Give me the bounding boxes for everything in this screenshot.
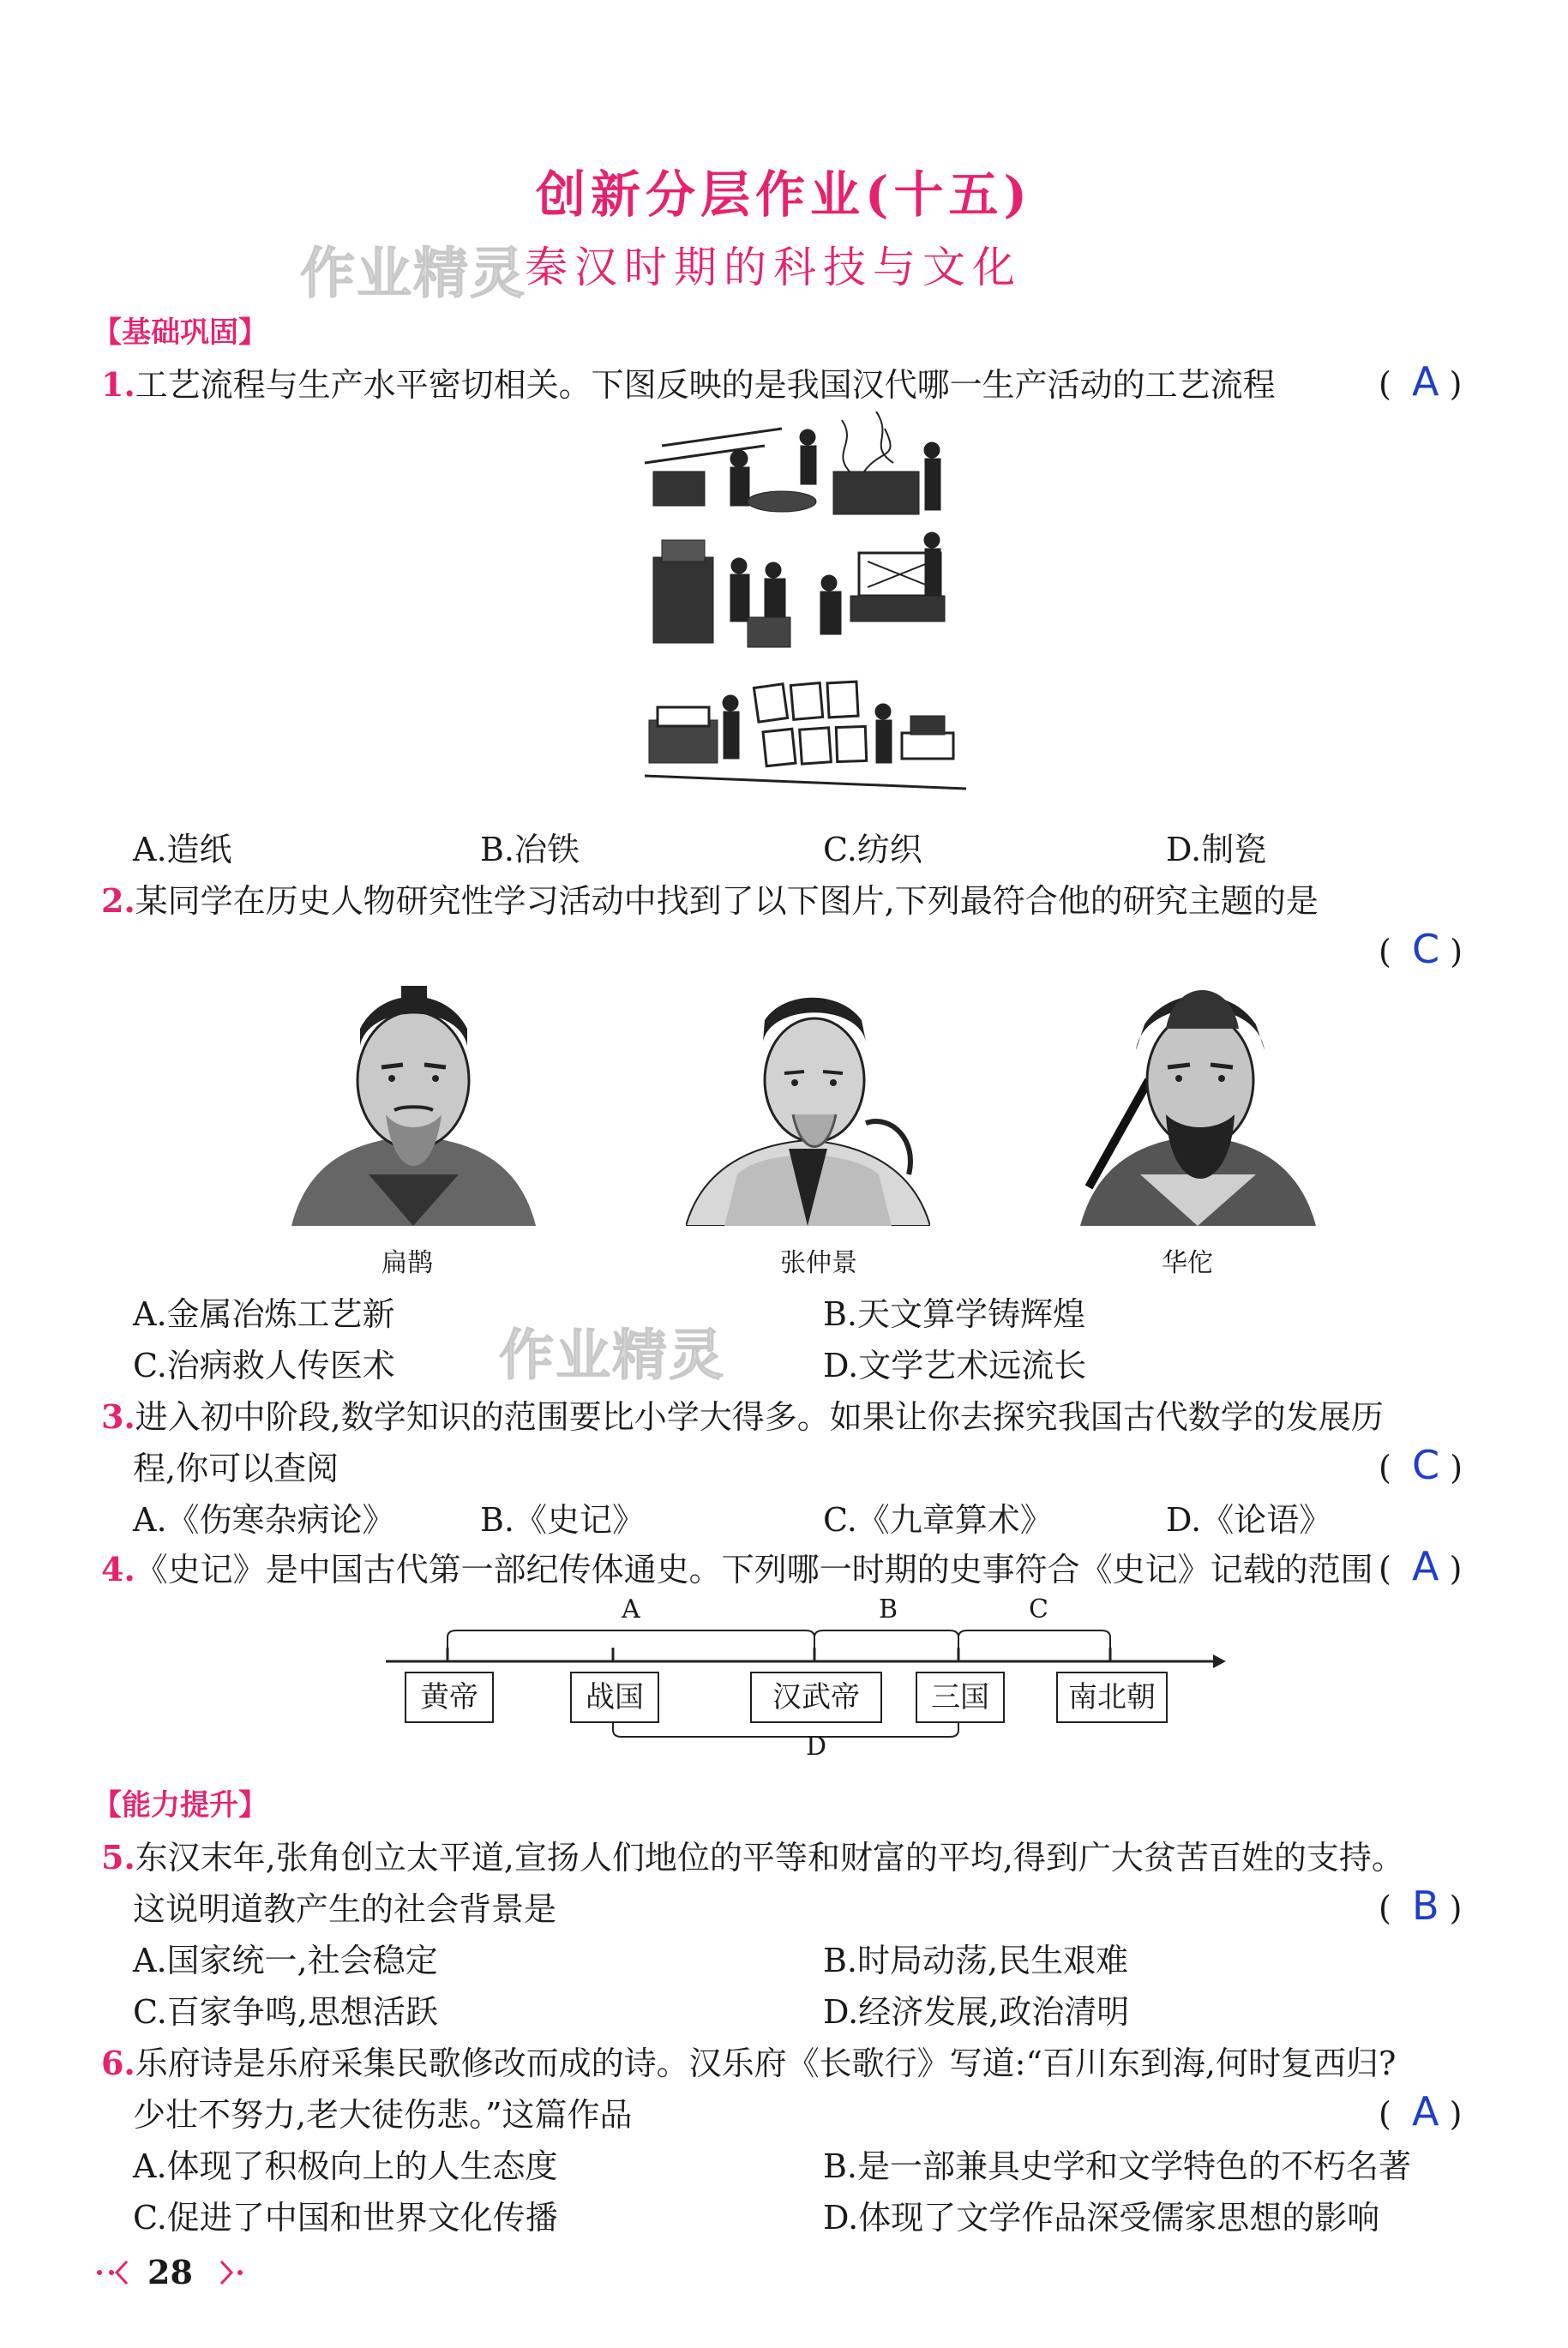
q1-option-a: A.造纸 <box>133 831 232 868</box>
question-text: 《史记》是中国古代第一部纪传体通史。下列哪一时期的史事符合《史记》记载的范围 <box>135 1551 1373 1588</box>
question-number: 1. <box>101 365 135 404</box>
question-text: 乐府诗是乐府采集民歌修改而成的诗。汉乐府《长歌行》写道:“百川东到海,何时复西归? <box>135 2045 1397 2082</box>
answer-1: A <box>1412 358 1439 405</box>
q5-option-d: D.经济发展,政治清明 <box>823 1993 1130 2031</box>
portrait-huatuo <box>1080 977 1316 1226</box>
q6-option-a: A.体现了积极向上的人生态度 <box>133 2147 558 2185</box>
q2-option-d: D.文学艺术远流长 <box>823 1347 1087 1384</box>
q2-option-b: B.天文算学铸辉煌 <box>823 1295 1086 1333</box>
question-6-line-2: 少壮不努力,老大徒伤悲。”这篇作品 <box>133 2096 633 2134</box>
q6-option-b: B.是一部兼具史学和文学特色的不朽名著 <box>823 2147 1412 2185</box>
answer-slot-4: ( A ) <box>1379 1543 1463 1589</box>
q6-option-c: C.促进了中国和世界文化传播 <box>133 2199 558 2237</box>
page-title: 创新分层作业(十五) <box>536 165 1032 224</box>
answer-slot-1: ( A ) <box>1379 358 1463 405</box>
caption-zhangzhongjing: 张仲景 <box>780 1248 857 1278</box>
question-6 <box>101 2037 1396 2084</box>
q1-option-b: B.冶铁 <box>480 831 580 868</box>
question-text: 进入初中阶段,数学知识的范围要比小学大得多。如果让你去探究我国古代数学的发展历 <box>135 1398 1384 1436</box>
portrait-zhangzhongjing <box>686 994 930 1226</box>
question-number: 5. <box>101 1838 135 1877</box>
question-text: 某同学在历史人物研究性学习活动中找到了以下图片,下列最符合他的研究主题的是 <box>135 882 1319 920</box>
question-number: 4. <box>101 1550 135 1588</box>
watermark-middle: 作业精灵 <box>499 1324 725 1388</box>
answer-6: A <box>1412 2088 1439 2135</box>
question-number: 2. <box>101 881 135 920</box>
q3-option-d: D.《论语》 <box>1166 1501 1332 1539</box>
timeline-point-huangdi: 黄帝 <box>405 1672 494 1723</box>
question-4 <box>101 1543 1373 1590</box>
timeline-label-b: B <box>879 1594 898 1624</box>
section-advanced-heading: 【能力提升】 <box>93 1788 267 1823</box>
q5-option-b: B.时局动荡,民生艰难 <box>823 1942 1129 1979</box>
question-2 <box>101 874 1319 922</box>
timeline-label-d: D <box>806 1732 827 1762</box>
question-1 <box>101 358 1276 405</box>
timeline-label-a: A <box>622 1594 640 1624</box>
answer-slot-2: ( C ) <box>1379 926 1463 972</box>
answer-5: B <box>1412 1883 1439 1929</box>
q5-option-c: C.百家争鸣,思想活跃 <box>133 1993 438 2031</box>
papermaking-illustration <box>645 411 966 814</box>
timeline-point-zhanguo: 战国 <box>570 1672 659 1723</box>
timeline-point-hanwudi: 汉武帝 <box>750 1672 882 1723</box>
history-timeline <box>386 1594 1226 1766</box>
q5-option-a: A.国家统一,社会稳定 <box>133 1942 438 1979</box>
question-text: 东汉末年,张角创立太平道,宣扬人们地位的平等和财富的平均,得到广大贫苦百姓的支持。 <box>135 1839 1404 1877</box>
timeline-label-c: C <box>1029 1594 1048 1624</box>
q3-option-c: C.《九章算术》 <box>823 1501 1053 1539</box>
question-number: 6. <box>101 2044 135 2082</box>
page-subtitle: 秦汉时期的科技与文化 <box>525 243 1022 292</box>
answer-slot-3: ( C ) <box>1379 1442 1463 1488</box>
question-text: 工艺流程与生产水平密切相关。下图反映的是我国汉代哪一生产活动的工艺流程 <box>135 366 1276 404</box>
answer-slot-5: ( B ) <box>1379 1883 1463 1929</box>
q1-option-d: D.制瓷 <box>1166 831 1267 868</box>
question-5 <box>101 1831 1404 1878</box>
page-number: 28 <box>147 2253 193 2291</box>
q1-option-c: C.纺织 <box>823 831 922 868</box>
answer-3: C <box>1412 1442 1440 1488</box>
q2-option-a: A.金属冶炼工艺新 <box>133 1295 395 1333</box>
question-3-line-2: 程,你可以查阅 <box>133 1450 339 1487</box>
timeline-point-sanguo: 三国 <box>916 1672 1005 1723</box>
answer-2: C <box>1412 926 1440 972</box>
question-5-line-2: 这说明道教产生的社会背景是 <box>133 1890 557 1928</box>
question-number: 3. <box>101 1397 135 1436</box>
q3-option-b: B.《史记》 <box>480 1501 646 1539</box>
caption-bianque: 扁鹊 <box>381 1248 433 1278</box>
q3-option-a: A.《伤寒杂病论》 <box>133 1501 395 1539</box>
caption-huatuo: 华佗 <box>1162 1248 1213 1278</box>
section-basic-heading: 【基础巩固】 <box>93 315 267 350</box>
answer-4: A <box>1412 1543 1439 1589</box>
question-3 <box>101 1390 1384 1438</box>
watermark-top: 作业精灵 <box>300 243 526 306</box>
answer-slot-6: ( A ) <box>1379 2088 1463 2135</box>
portrait-bianque <box>291 986 536 1226</box>
q6-option-d: D.体现了文学作品深受儒家思想的影响 <box>823 2199 1380 2237</box>
timeline-point-nanbeichao: 南北朝 <box>1056 1672 1168 1723</box>
q2-option-c: C.治病救人传医术 <box>133 1347 395 1384</box>
